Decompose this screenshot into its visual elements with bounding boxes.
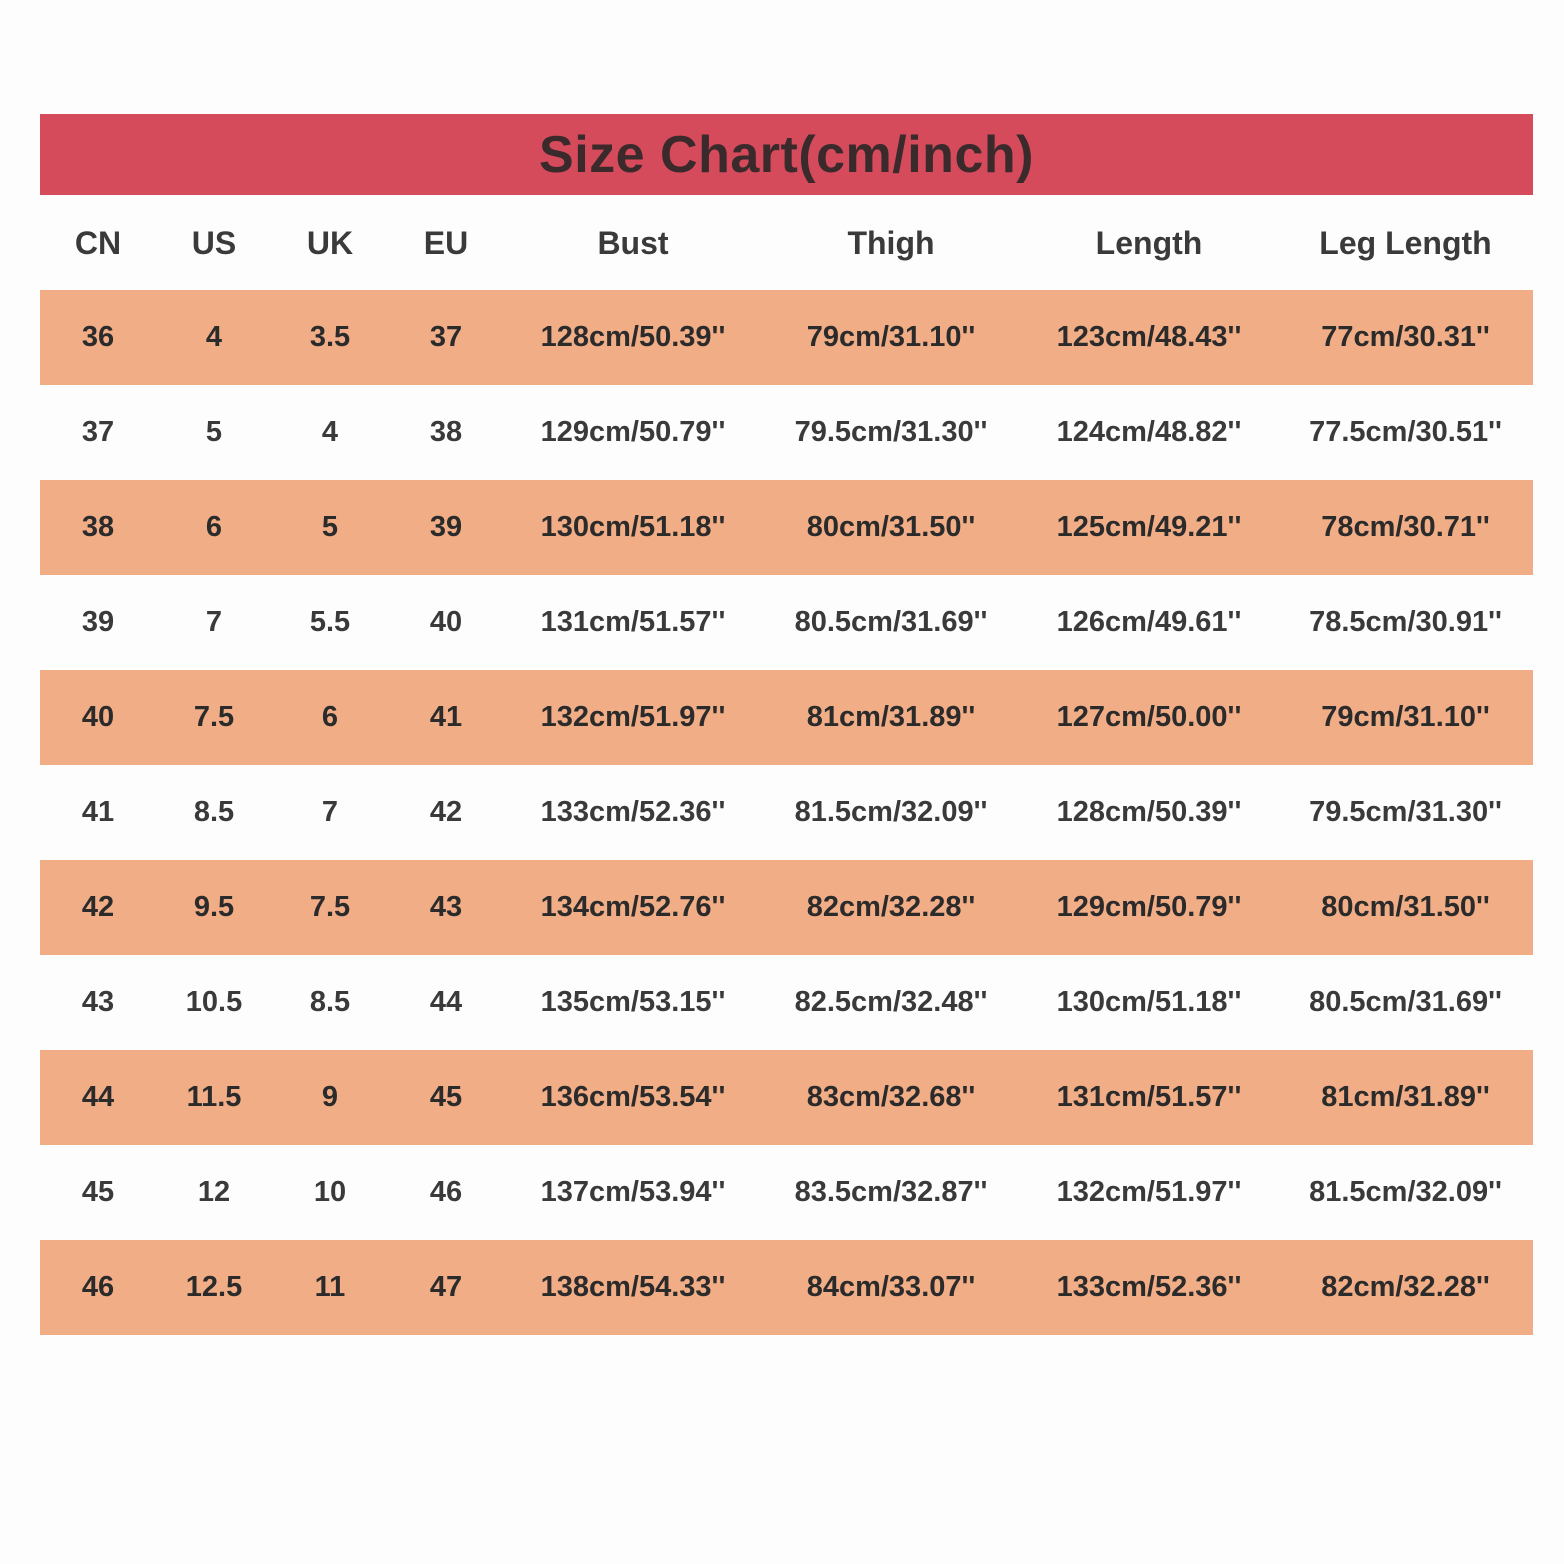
cell-leg-length: 79cm/31.10'' <box>1321 701 1490 733</box>
header-bust: Bust <box>597 225 669 261</box>
cell-uk: 5 <box>321 511 339 543</box>
cell-bust: 135cm/53.15'' <box>540 986 726 1018</box>
cell-cn: 42 <box>81 891 115 923</box>
cell-us: 11.5 <box>186 1081 242 1113</box>
cell-thigh: 79cm/31.10'' <box>806 321 976 353</box>
cell-cn: 46 <box>81 1271 115 1303</box>
cell-thigh: 82.5cm/32.48'' <box>794 986 988 1018</box>
cell-leg-length: 77cm/30.31'' <box>1321 321 1490 353</box>
cell-thigh: 83.5cm/32.87'' <box>794 1176 988 1208</box>
cell-cn: 45 <box>81 1176 115 1208</box>
cell-leg-length: 79.5cm/31.30'' <box>1309 796 1502 828</box>
table-row <box>40 480 1533 575</box>
cell-length: 133cm/52.36'' <box>1056 1271 1242 1303</box>
cell-uk: 4 <box>321 416 339 448</box>
table-row <box>40 385 1533 480</box>
cell-eu: 46 <box>429 1176 463 1208</box>
cell-bust: 130cm/51.18'' <box>540 511 726 543</box>
header-eu: EU <box>423 225 469 261</box>
cell-us: 9.5 <box>193 891 235 923</box>
table-row <box>40 860 1533 955</box>
cell-us: 12.5 <box>185 1271 243 1303</box>
cell-uk: 3.5 <box>309 321 351 353</box>
table-row <box>40 575 1533 670</box>
cell-thigh: 82cm/32.28'' <box>806 891 976 923</box>
table-row <box>40 670 1533 765</box>
cell-uk: 11 <box>314 1271 346 1303</box>
header-length: Length <box>1095 225 1203 261</box>
cell-bust: 134cm/52.76'' <box>540 891 726 923</box>
cell-us: 4 <box>205 321 223 353</box>
cell-uk: 10 <box>313 1176 347 1208</box>
cell-length: 126cm/49.61'' <box>1056 606 1242 638</box>
cell-bust: 137cm/53.94'' <box>540 1176 726 1208</box>
cell-thigh: 79.5cm/31.30'' <box>794 416 988 448</box>
cell-length: 128cm/50.39'' <box>1056 796 1242 828</box>
cell-thigh: 81.5cm/32.09'' <box>794 796 988 828</box>
cell-length: 130cm/51.18'' <box>1056 986 1242 1018</box>
table-row <box>40 1240 1533 1335</box>
cell-thigh: 84cm/33.07'' <box>806 1271 976 1303</box>
cell-bust: 132cm/51.97'' <box>540 701 726 733</box>
table-row <box>40 1145 1533 1240</box>
header-leg-length: Leg Length <box>1319 225 1492 261</box>
cell-eu: 44 <box>429 986 463 1018</box>
cell-length: 131cm/51.57'' <box>1056 1081 1242 1113</box>
header-us: US <box>191 225 237 261</box>
title-bar <box>40 114 1533 195</box>
cell-thigh: 80.5cm/31.69'' <box>794 606 988 638</box>
cell-us: 7 <box>205 606 223 638</box>
cell-thigh: 81cm/31.89'' <box>806 701 976 733</box>
cell-eu: 43 <box>429 891 463 923</box>
cell-us: 12 <box>197 1176 231 1208</box>
table-body <box>40 290 1533 1335</box>
header-cn: CN <box>74 225 122 261</box>
cell-eu: 45 <box>429 1081 463 1113</box>
cell-leg-length: 78.5cm/30.91'' <box>1309 606 1502 638</box>
cell-bust: 128cm/50.39'' <box>540 321 726 353</box>
table-header-row <box>40 197 1533 290</box>
cell-uk: 9 <box>321 1081 339 1113</box>
cell-leg-length: 80.5cm/31.69'' <box>1309 986 1502 1018</box>
cell-eu: 37 <box>429 321 463 353</box>
cell-leg-length: 82cm/32.28'' <box>1321 1271 1490 1303</box>
cell-eu: 38 <box>429 416 463 448</box>
cell-uk: 7 <box>321 796 339 828</box>
chart-title: Size Chart(cm/inch) <box>539 125 1034 184</box>
cell-uk: 5.5 <box>309 606 351 638</box>
header-uk: UK <box>306 225 354 261</box>
cell-thigh: 83cm/32.68'' <box>806 1081 976 1113</box>
cell-cn: 44 <box>81 1081 115 1113</box>
cell-us: 5 <box>205 416 223 448</box>
cell-cn: 39 <box>81 606 115 638</box>
cell-us: 8.5 <box>193 796 235 828</box>
cell-length: 127cm/50.00'' <box>1056 701 1242 733</box>
cell-uk: 7.5 <box>309 891 351 923</box>
cell-us: 7.5 <box>193 701 235 733</box>
cell-eu: 39 <box>429 511 463 543</box>
cell-leg-length: 80cm/31.50'' <box>1321 891 1490 923</box>
cell-cn: 37 <box>81 416 115 448</box>
cell-eu: 47 <box>429 1271 463 1303</box>
cell-uk: 8.5 <box>309 986 351 1018</box>
table-row <box>40 955 1533 1050</box>
cell-us: 6 <box>205 511 223 543</box>
cell-leg-length: 81cm/31.89'' <box>1321 1081 1490 1113</box>
cell-length: 129cm/50.79'' <box>1056 891 1242 923</box>
cell-bust: 133cm/52.36'' <box>540 796 726 828</box>
table-row <box>40 1050 1533 1145</box>
cell-eu: 42 <box>429 796 463 828</box>
cell-cn: 38 <box>81 511 115 543</box>
cell-cn: 36 <box>81 321 115 353</box>
cell-us: 10.5 <box>185 986 243 1018</box>
size-table <box>40 197 1533 1335</box>
cell-length: 123cm/48.43'' <box>1056 321 1242 353</box>
cell-thigh: 80cm/31.50'' <box>806 511 976 543</box>
cell-bust: 138cm/54.33'' <box>540 1271 726 1303</box>
table-row <box>40 290 1533 385</box>
cell-bust: 131cm/51.57'' <box>540 606 726 638</box>
table-row <box>40 765 1533 860</box>
cell-length: 125cm/49.21'' <box>1056 511 1242 543</box>
cell-cn: 43 <box>81 986 115 1018</box>
cell-eu: 41 <box>429 701 463 733</box>
cell-bust: 129cm/50.79'' <box>540 416 726 448</box>
cell-uk: 6 <box>321 701 339 733</box>
header-thigh: Thigh <box>847 225 935 261</box>
cell-leg-length: 77.5cm/30.51'' <box>1309 416 1502 448</box>
cell-leg-length: 81.5cm/32.09'' <box>1309 1176 1502 1208</box>
cell-length: 132cm/51.97'' <box>1056 1176 1242 1208</box>
cell-cn: 40 <box>81 701 115 733</box>
cell-bust: 136cm/53.54'' <box>540 1081 726 1113</box>
cell-length: 124cm/48.82'' <box>1056 416 1242 448</box>
cell-leg-length: 78cm/30.71'' <box>1321 511 1490 543</box>
cell-cn: 41 <box>81 796 115 828</box>
cell-eu: 40 <box>429 606 463 638</box>
